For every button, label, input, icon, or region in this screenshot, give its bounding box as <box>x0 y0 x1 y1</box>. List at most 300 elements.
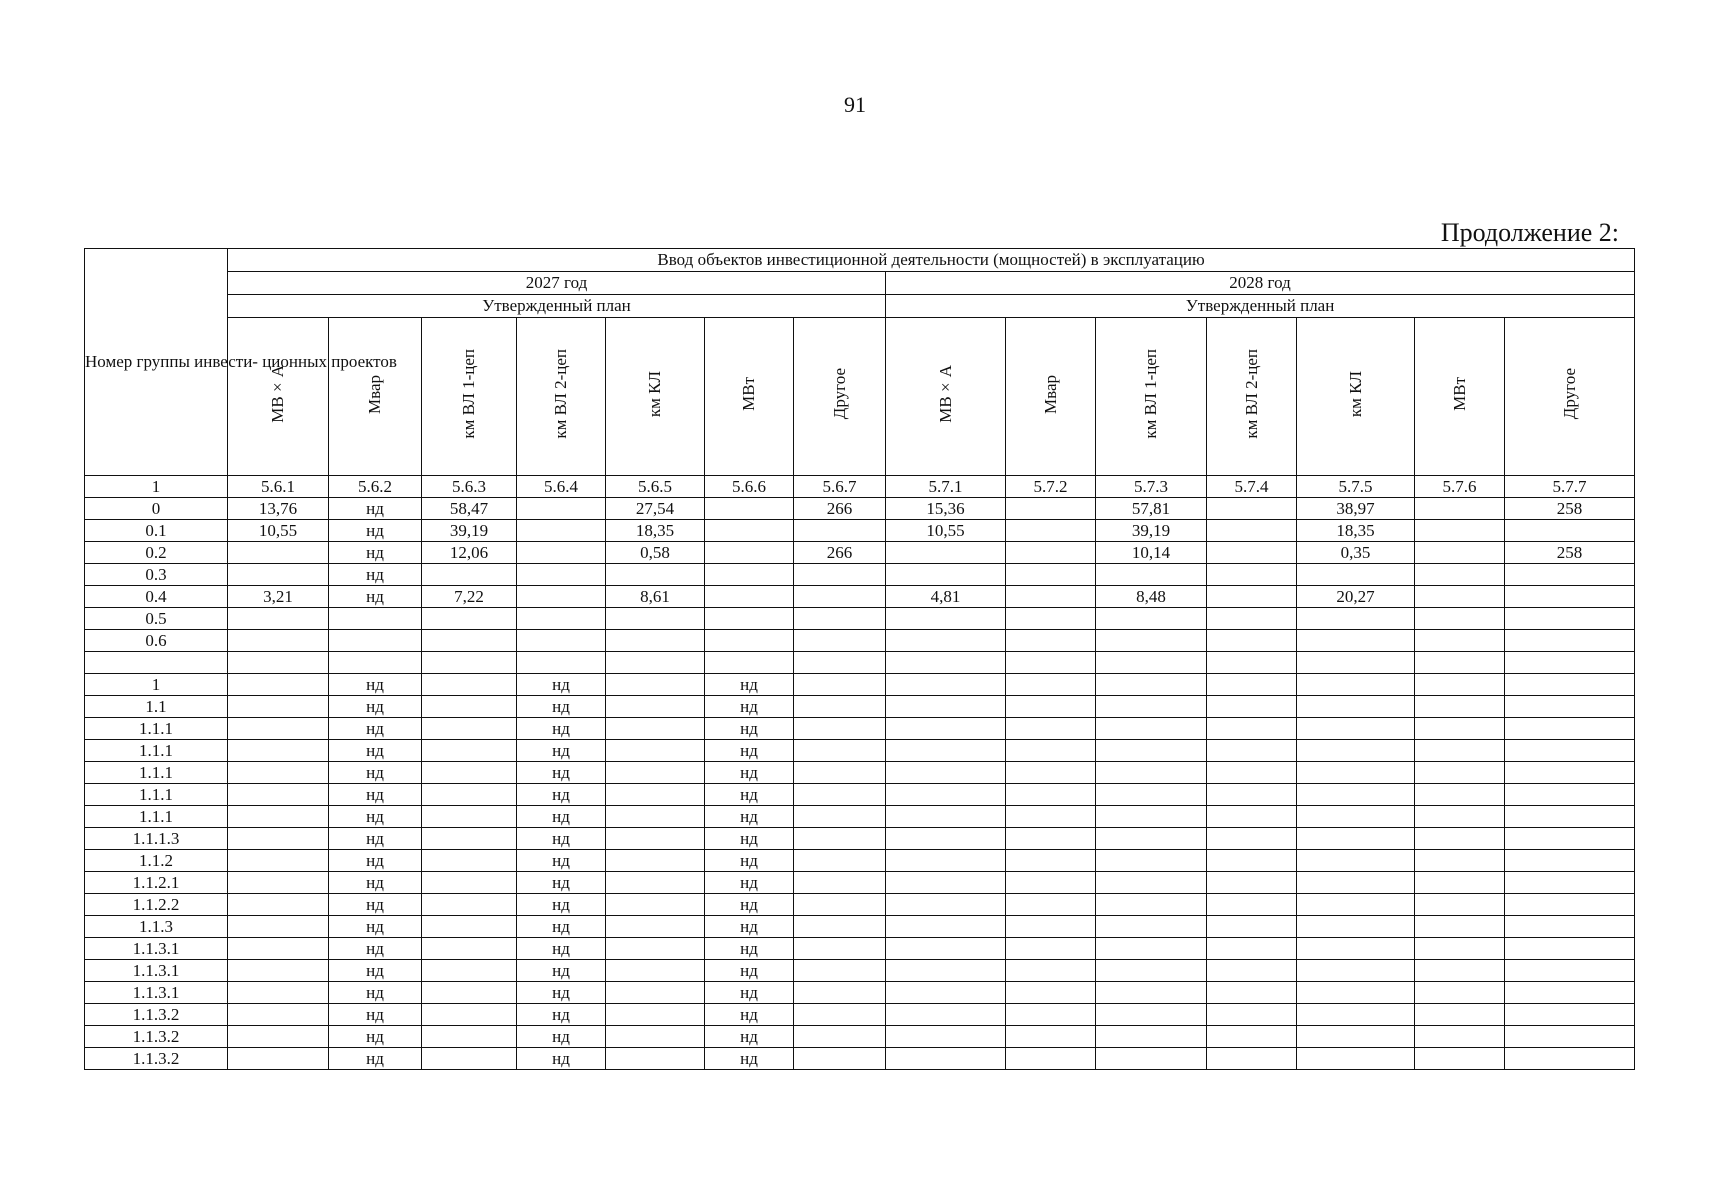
value-cell <box>1207 762 1297 784</box>
table-row <box>85 938 1635 960</box>
group-number-cell: 1.1.3.2 <box>85 1026 228 1048</box>
value-cell <box>228 982 329 1004</box>
table-row <box>85 828 1635 850</box>
value-cell: нд <box>517 696 606 718</box>
value-cell <box>1415 894 1505 916</box>
value-cell <box>422 850 517 872</box>
value-cell: 266 <box>794 498 886 520</box>
value-cell: нд <box>517 1004 606 1026</box>
table-row <box>85 740 1635 762</box>
unit-header <box>705 318 794 476</box>
value-cell <box>705 586 794 608</box>
value-cell <box>228 1048 329 1070</box>
group-number-cell: 0.2 <box>85 542 228 564</box>
value-cell <box>886 938 1006 960</box>
value-cell <box>606 850 705 872</box>
group-number-cell: 1.1.1 <box>85 806 228 828</box>
value-cell <box>1096 696 1207 718</box>
value-cell <box>422 960 517 982</box>
group-number-cell: 1 <box>85 674 228 696</box>
value-cell: нд <box>517 1048 606 1070</box>
value-cell: нд <box>705 1026 794 1048</box>
value-cell <box>1505 586 1635 608</box>
group-number-cell: 1.1.3 <box>85 916 228 938</box>
value-cell: 5.7.6 <box>1415 476 1505 498</box>
value-cell <box>1096 608 1207 630</box>
value-cell <box>886 542 1006 564</box>
value-cell: нд <box>705 894 794 916</box>
value-cell <box>794 784 886 806</box>
value-cell: нд <box>329 916 422 938</box>
value-cell <box>1006 872 1096 894</box>
value-cell <box>1207 872 1297 894</box>
value-cell <box>1207 630 1297 652</box>
value-cell <box>886 762 1006 784</box>
value-cell <box>1297 828 1415 850</box>
table-row <box>85 1004 1635 1026</box>
unit-header-label: км КЛ <box>645 370 664 418</box>
value-cell <box>606 630 705 652</box>
value-cell <box>1297 872 1415 894</box>
value-cell <box>228 542 329 564</box>
value-cell <box>1415 1048 1505 1070</box>
value-cell: 5.7.2 <box>1006 476 1096 498</box>
value-cell <box>794 564 886 586</box>
value-cell <box>1096 982 1207 1004</box>
value-cell: 13,76 <box>228 498 329 520</box>
value-cell <box>606 1026 705 1048</box>
value-cell <box>228 564 329 586</box>
value-cell: 7,22 <box>422 586 517 608</box>
value-cell <box>1006 982 1096 1004</box>
value-cell <box>1096 1026 1207 1048</box>
value-cell: нд <box>517 784 606 806</box>
value-cell: нд <box>705 718 794 740</box>
value-cell: нд <box>329 586 422 608</box>
value-cell <box>794 520 886 542</box>
table-row <box>85 564 1635 586</box>
table-row <box>85 1048 1635 1070</box>
table-row <box>85 894 1635 916</box>
investment-table <box>84 248 1635 1070</box>
unit-header <box>1207 318 1297 476</box>
value-cell: нд <box>329 828 422 850</box>
group-number-cell <box>85 652 228 674</box>
value-cell <box>794 850 886 872</box>
value-cell <box>1415 696 1505 718</box>
value-cell <box>329 652 422 674</box>
value-cell <box>1297 806 1415 828</box>
value-cell <box>1297 608 1415 630</box>
value-cell <box>1415 718 1505 740</box>
value-cell <box>1505 520 1635 542</box>
value-cell <box>794 674 886 696</box>
value-cell <box>1415 564 1505 586</box>
value-cell: нд <box>329 982 422 1004</box>
value-cell: 27,54 <box>606 498 705 520</box>
value-cell: нд <box>329 850 422 872</box>
value-cell <box>1006 564 1096 586</box>
value-cell <box>606 674 705 696</box>
value-cell <box>1505 982 1635 1004</box>
value-cell <box>1415 916 1505 938</box>
group-number-cell: 1.1 <box>85 696 228 718</box>
table-row <box>85 762 1635 784</box>
value-cell <box>1006 938 1096 960</box>
value-cell <box>794 916 886 938</box>
value-cell <box>1006 674 1096 696</box>
value-cell <box>329 608 422 630</box>
value-cell <box>794 608 886 630</box>
value-cell <box>1207 806 1297 828</box>
value-cell <box>705 608 794 630</box>
value-cell <box>422 872 517 894</box>
table-row <box>85 718 1635 740</box>
value-cell <box>1415 652 1505 674</box>
value-cell <box>606 806 705 828</box>
value-cell: нд <box>517 982 606 1004</box>
value-cell <box>1096 564 1207 586</box>
value-cell <box>1207 1026 1297 1048</box>
value-cell: 3,21 <box>228 586 329 608</box>
value-cell <box>1297 564 1415 586</box>
value-cell <box>1006 806 1096 828</box>
value-cell: 5.7.4 <box>1207 476 1297 498</box>
value-cell <box>1207 740 1297 762</box>
value-cell <box>1207 586 1297 608</box>
value-cell <box>794 1048 886 1070</box>
value-cell: нд <box>517 872 606 894</box>
value-cell <box>1096 630 1207 652</box>
value-cell: 10,55 <box>886 520 1006 542</box>
continuation-label: Продолжение 2: <box>1440 218 1619 247</box>
value-cell <box>1096 938 1207 960</box>
value-cell <box>886 960 1006 982</box>
group-number-cell: 0.4 <box>85 586 228 608</box>
value-cell <box>886 564 1006 586</box>
value-cell <box>606 564 705 586</box>
value-cell <box>517 586 606 608</box>
value-cell: нд <box>329 542 422 564</box>
value-cell: 10,14 <box>1096 542 1207 564</box>
value-cell: нд <box>517 674 606 696</box>
value-cell <box>422 740 517 762</box>
value-cell: нд <box>329 564 422 586</box>
value-cell <box>1505 872 1635 894</box>
unit-header <box>1297 318 1415 476</box>
unit-header <box>228 318 329 476</box>
value-cell <box>1096 652 1207 674</box>
value-cell <box>1297 1026 1415 1048</box>
value-cell <box>606 652 705 674</box>
value-cell <box>886 740 1006 762</box>
unit-header <box>1505 318 1635 476</box>
value-cell <box>1006 542 1096 564</box>
value-cell <box>228 652 329 674</box>
value-cell <box>422 696 517 718</box>
table-row <box>85 960 1635 982</box>
value-cell <box>1297 938 1415 960</box>
value-cell: 58,47 <box>422 498 517 520</box>
group-number-cell: 1 <box>85 476 228 498</box>
group-number-cell: 0 <box>85 498 228 520</box>
value-cell <box>1297 762 1415 784</box>
value-cell <box>1297 916 1415 938</box>
value-cell: 5.7.7 <box>1505 476 1635 498</box>
value-cell <box>606 740 705 762</box>
value-cell: нд <box>705 1048 794 1070</box>
value-cell: нд <box>705 960 794 982</box>
value-cell: 5.7.3 <box>1096 476 1207 498</box>
value-cell <box>1505 828 1635 850</box>
unit-header-label: км ВЛ 2-цеп <box>1241 349 1261 439</box>
value-cell <box>1096 1048 1207 1070</box>
value-cell <box>422 652 517 674</box>
value-cell: нд <box>517 938 606 960</box>
value-cell <box>606 982 705 1004</box>
group-number-cell: 1.1.2.1 <box>85 872 228 894</box>
value-cell: нд <box>329 1004 422 1026</box>
group-number-cell: 1.1.3.2 <box>85 1004 228 1026</box>
group-number-cell: 1.1.1 <box>85 784 228 806</box>
value-cell <box>705 498 794 520</box>
value-cell <box>1297 674 1415 696</box>
value-cell <box>228 806 329 828</box>
page-number: 91 <box>844 92 866 117</box>
value-cell <box>228 762 329 784</box>
value-cell: нд <box>705 872 794 894</box>
value-cell <box>1207 498 1297 520</box>
value-cell <box>228 696 329 718</box>
value-cell: нд <box>517 960 606 982</box>
table-row <box>85 696 1635 718</box>
value-cell <box>1505 1048 1635 1070</box>
table-row <box>85 784 1635 806</box>
value-cell: нд <box>517 850 606 872</box>
value-cell: нд <box>517 718 606 740</box>
value-cell: нд <box>329 1026 422 1048</box>
group-number-cell: 0.5 <box>85 608 228 630</box>
value-cell <box>228 784 329 806</box>
value-cell <box>886 652 1006 674</box>
value-cell: 4,81 <box>886 586 1006 608</box>
unit-header-label: МВ×А <box>935 365 955 423</box>
value-cell <box>1096 916 1207 938</box>
unit-header-label: МВ×А <box>268 365 287 423</box>
value-cell <box>886 718 1006 740</box>
unit-header-label: км ВЛ 1-цеп <box>459 349 478 439</box>
unit-header <box>606 318 705 476</box>
value-cell: 57,81 <box>1096 498 1207 520</box>
value-cell <box>422 916 517 938</box>
value-cell <box>1415 938 1505 960</box>
value-cell <box>1207 564 1297 586</box>
value-cell <box>1415 1004 1505 1026</box>
value-cell <box>794 740 886 762</box>
value-cell <box>1505 1004 1635 1026</box>
value-cell <box>1415 762 1505 784</box>
unit-header <box>422 318 517 476</box>
table-row <box>85 476 1635 498</box>
value-cell: 0,35 <box>1297 542 1415 564</box>
year-2027-header: 2027 год <box>228 272 886 295</box>
unit-header-label: км ВЛ 1-цеп <box>1141 349 1160 439</box>
value-cell <box>517 520 606 542</box>
value-cell: 258 <box>1505 542 1635 564</box>
value-cell <box>1096 894 1207 916</box>
table-row <box>85 586 1635 608</box>
value-cell: нд <box>705 828 794 850</box>
value-cell: 5.7.5 <box>1297 476 1415 498</box>
year-2028-header: 2028 год <box>886 272 1635 295</box>
value-cell <box>886 674 1006 696</box>
table-row <box>85 1026 1635 1048</box>
value-cell <box>422 674 517 696</box>
value-cell <box>606 960 705 982</box>
value-cell <box>1207 608 1297 630</box>
value-cell: 18,35 <box>1297 520 1415 542</box>
value-cell: нд <box>517 1026 606 1048</box>
value-cell <box>1006 960 1096 982</box>
value-cell <box>606 872 705 894</box>
value-cell: 5.6.5 <box>606 476 705 498</box>
value-cell <box>422 1004 517 1026</box>
value-cell <box>886 872 1006 894</box>
value-cell <box>1096 960 1207 982</box>
value-cell: нд <box>329 520 422 542</box>
value-cell: нд <box>329 498 422 520</box>
value-cell <box>1096 740 1207 762</box>
value-cell: нд <box>517 828 606 850</box>
value-cell <box>705 542 794 564</box>
value-cell <box>1297 850 1415 872</box>
group-number-cell: 0.1 <box>85 520 228 542</box>
table-row <box>85 608 1635 630</box>
value-cell <box>1297 960 1415 982</box>
unit-header-label: МВт <box>1449 377 1469 411</box>
group-number-cell: 1.1.2 <box>85 850 228 872</box>
value-cell <box>1006 498 1096 520</box>
value-cell <box>228 894 329 916</box>
value-cell <box>1415 1026 1505 1048</box>
group-number-cell: 1.1.3.1 <box>85 960 228 982</box>
main-header: Ввод объектов инвестиционной деятельности (мощностей) в эксплуатацию <box>228 249 1635 272</box>
value-cell <box>1006 696 1096 718</box>
table-row <box>85 850 1635 872</box>
value-cell: нд <box>329 674 422 696</box>
plan-2027-header: Утвержденный план <box>228 295 886 318</box>
value-cell <box>1207 652 1297 674</box>
value-cell: нд <box>517 740 606 762</box>
value-cell <box>1207 828 1297 850</box>
value-cell <box>794 630 886 652</box>
value-cell <box>1006 608 1096 630</box>
value-cell <box>1006 520 1096 542</box>
value-cell <box>1415 630 1505 652</box>
value-cell <box>1505 740 1635 762</box>
value-cell: нд <box>705 806 794 828</box>
value-cell <box>422 1048 517 1070</box>
value-cell <box>1297 652 1415 674</box>
value-cell <box>1006 718 1096 740</box>
value-cell: нд <box>705 762 794 784</box>
value-cell <box>705 520 794 542</box>
value-cell <box>422 718 517 740</box>
value-cell <box>1096 806 1207 828</box>
unit-header-label: Другое <box>1559 368 1579 420</box>
value-cell <box>1006 652 1096 674</box>
value-cell <box>1297 784 1415 806</box>
value-cell: 38,97 <box>1297 498 1415 520</box>
value-cell <box>1006 916 1096 938</box>
value-cell <box>1006 1048 1096 1070</box>
value-cell <box>1505 652 1635 674</box>
value-cell: нд <box>329 696 422 718</box>
value-cell <box>1505 938 1635 960</box>
value-cell <box>1415 872 1505 894</box>
value-cell <box>1006 762 1096 784</box>
value-cell <box>1006 784 1096 806</box>
value-cell <box>1006 740 1096 762</box>
value-cell <box>886 608 1006 630</box>
value-cell <box>422 828 517 850</box>
value-cell <box>606 1004 705 1026</box>
value-cell <box>1297 718 1415 740</box>
value-cell <box>1297 740 1415 762</box>
value-cell <box>606 938 705 960</box>
value-cell <box>1006 630 1096 652</box>
value-cell <box>606 762 705 784</box>
value-cell <box>228 630 329 652</box>
value-cell <box>1207 674 1297 696</box>
value-cell <box>886 916 1006 938</box>
value-cell <box>228 872 329 894</box>
value-cell <box>1297 696 1415 718</box>
unit-header-label: Другое <box>829 368 849 420</box>
value-cell <box>886 850 1006 872</box>
value-cell <box>228 674 329 696</box>
value-cell <box>329 630 422 652</box>
unit-header <box>517 318 606 476</box>
value-cell: нд <box>329 1048 422 1070</box>
value-cell <box>228 960 329 982</box>
value-cell <box>1415 498 1505 520</box>
value-cell: нд <box>705 982 794 1004</box>
value-cell: 5.6.2 <box>329 476 422 498</box>
value-cell <box>1096 784 1207 806</box>
value-cell <box>606 894 705 916</box>
value-cell: нд <box>329 762 422 784</box>
value-cell <box>1505 960 1635 982</box>
value-cell: 266 <box>794 542 886 564</box>
unit-header <box>1415 318 1505 476</box>
value-cell <box>606 916 705 938</box>
value-cell <box>794 982 886 1004</box>
value-cell: нд <box>329 784 422 806</box>
value-cell <box>1415 960 1505 982</box>
value-cell <box>1096 828 1207 850</box>
value-cell <box>606 1048 705 1070</box>
value-cell <box>794 828 886 850</box>
value-cell <box>1415 784 1505 806</box>
value-cell <box>1207 850 1297 872</box>
value-cell <box>1505 718 1635 740</box>
value-cell <box>1096 1004 1207 1026</box>
table-row <box>85 872 1635 894</box>
value-cell: нд <box>705 916 794 938</box>
value-cell <box>517 652 606 674</box>
value-cell <box>794 938 886 960</box>
